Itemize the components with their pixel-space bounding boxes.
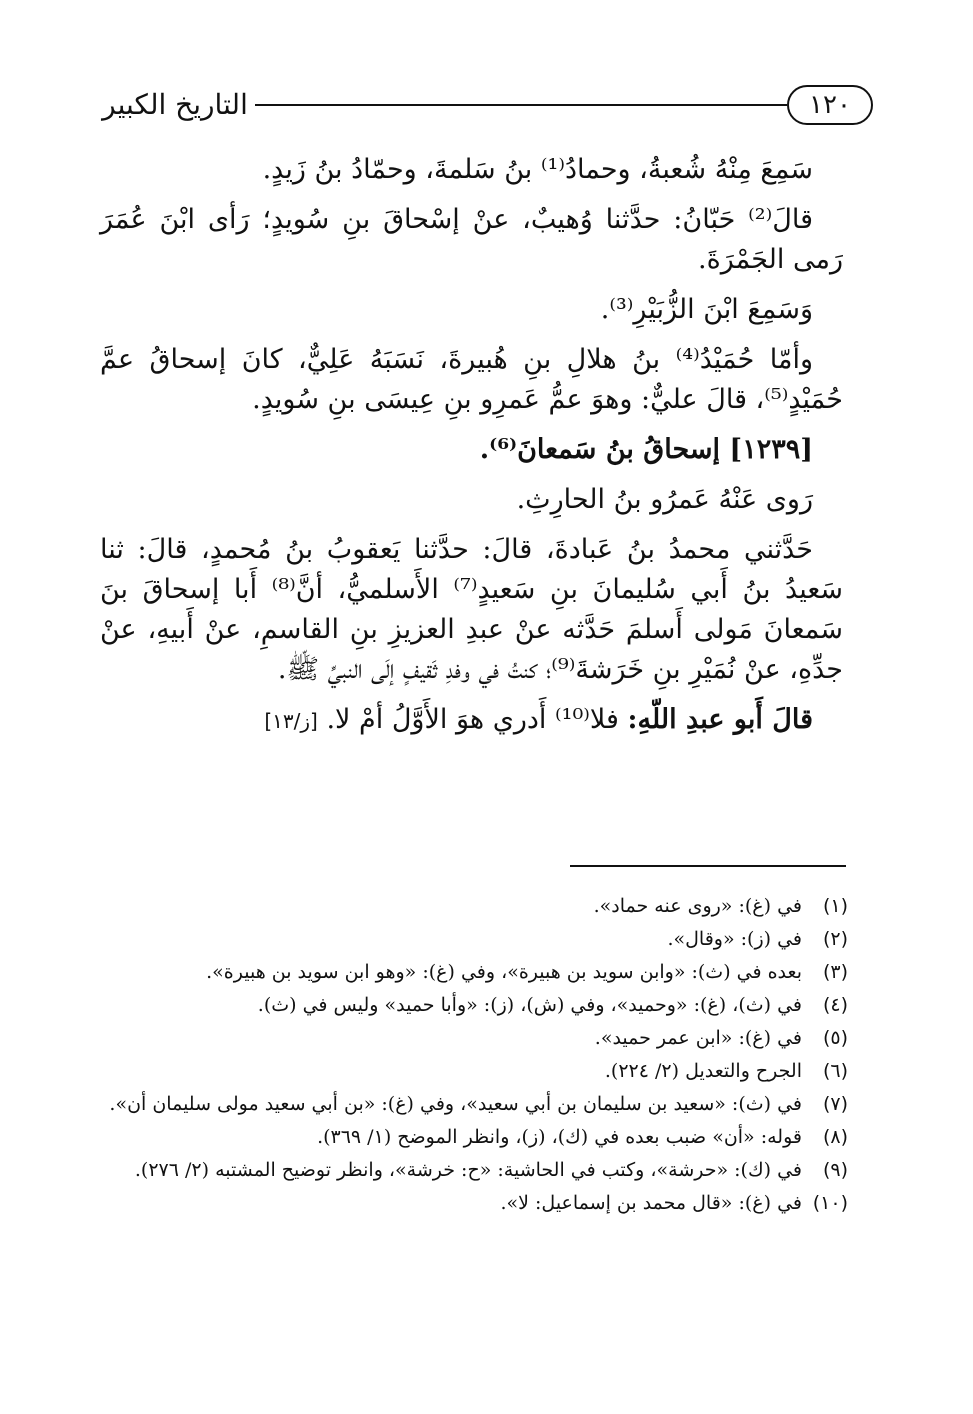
running-title: التاريخ الكبير <box>102 88 248 121</box>
footnote-number: (٩) <box>822 1159 848 1181</box>
footnote <box>100 890 848 923</box>
header-rule <box>255 104 787 106</box>
footnotes <box>100 890 848 1220</box>
paragraph: حَدَّثني محمدُ بنُ عَبادةَ، قالَ: حدَّثنا يَعقوبُ بنُ مُحمدٍ، قالَ: ثنا سَعيدُ بنُ أَبي سُليمانَ بنِ سَعيدٍ⁽⁷⁾ الأَسلميُّ، أنَّ⁽⁸⁾ أَبا إسحاقَ بنَ سَمعانَ مَولى أَسلمَ حَدَّثه عنْ عبدِ العزيزِ بنِ القاسمِ، عنْ أَبيهِ، عنْ جدِّهِ، عنْ نُمَيْرِ بنِ خَرَشةَ⁽⁹⁾؛ كنتُ في وفدِ ثَقيفٍ إلَى النبيِّ ﷺ. <box>100 534 844 685</box>
page-header <box>100 85 873 137</box>
entry-heading: [١٢٣٩] إسحاقُ بنُ سَمعانَ⁽⁶⁾. <box>479 434 813 465</box>
footnote-number: (٥) <box>822 1027 848 1049</box>
paragraph: رَوى عَنْهُ عَمرُو بنُ الحارِثِ. <box>516 484 813 515</box>
footnote-text: قوله: «أن» ضبب بعده في (ك)، (ز)، وانظر الموضح (١/ ٣٦٩). <box>317 1126 802 1148</box>
main-text <box>100 150 843 751</box>
footnote <box>100 1022 848 1055</box>
footnote-text: في (ث)، (غ): «وحميد»، وفي (ش)، (ز): «وأبا حميد» وليس في (ث). <box>257 994 802 1016</box>
footnote <box>100 1154 848 1187</box>
footnote-text: في (ك): «حرشة»، وكتب في الحاشية: «ح: خرشة»، وانظر توضيح المشتبه (٢/ ٢٧٦). <box>134 1159 802 1181</box>
footnote <box>100 1055 848 1088</box>
page-number: ١٢٠ <box>787 85 873 125</box>
footnote-text: في (ز): «وقال». <box>667 928 802 950</box>
closing-paragraph <box>100 700 843 741</box>
footnote-text: في (غ): «روى عنه حماد». <box>593 895 802 917</box>
footnote <box>100 923 848 956</box>
manuscript-reference: [ز/١٣] <box>264 709 318 733</box>
paragraph: وأمّا حُمَيْدُ⁽⁴⁾ بنُ هلالِ بنِ هُبيرةَ، نَسَبَهُ عَلِيٌّ، كانَ إسحاقُ عمَّ حُمَيْدٍ⁽⁵⁾، قالَ عليٌّ: وهوَ عمُّ عَمرِو بنِ عِيسَى بنِ سُويدٍ. <box>100 344 843 415</box>
footnote-text: في (غ): «قال محمد بن إسماعيل: لا». <box>500 1192 802 1214</box>
paragraph: وَسَمِعَ ابْنَ الزُّبَيْرِ⁽³⁾. <box>600 294 813 325</box>
footnote-text: بعده في (ث): «وابن سويد بن هبيرة»، وفي (غ): «وهو ابن سويد بن هبيرة». <box>206 961 802 983</box>
footnote-number: (٧) <box>822 1093 848 1115</box>
footnote-number: (٤) <box>822 994 848 1016</box>
paragraph: قالَ⁽²⁾ حَبّانُ: حدَّثنا وُهيبٌ، عنْ إسْحاقَ بنِ سُويدٍ؛ رَأى ابْنَ عُمَرَ رَمى الجَمْرَةَ. <box>100 204 843 275</box>
footnote-number: (٣) <box>822 961 848 983</box>
footnote-number: (٢) <box>822 928 848 950</box>
footnote <box>100 989 848 1022</box>
footnote <box>100 1187 848 1220</box>
footnote-divider <box>570 865 846 867</box>
footnote-number: (١٠) <box>812 1192 848 1214</box>
footnote-number: (٦) <box>822 1060 848 1082</box>
footnote <box>100 1121 848 1154</box>
paragraph: سَمِعَ مِنْهُ شُعبةُ، وحمادُ⁽¹⁾ بنُ سَلمةَ، وحمّادُ بنُ زَيدٍ. <box>262 154 813 185</box>
footnote <box>100 1088 848 1121</box>
footnote-number: (٨) <box>822 1126 848 1148</box>
footnote-number: (١) <box>822 895 848 917</box>
footnote-text: في (غ): «ابن عمر حميد». <box>594 1027 802 1049</box>
closing-attribution: قالَ أَبو عبدِ اللّهِ: <box>627 704 813 735</box>
footnote-text: في (ث): «سعيد بن سليمان بن أبي سعيد»، وفي (غ): «بن أبي سعيد مولى سليمان أن». <box>109 1093 802 1115</box>
footnote <box>100 956 848 989</box>
footnote-text: الجرح والتعديل (٢/ ٢٢٤). <box>604 1060 802 1082</box>
closing-text: فلا⁽¹⁰⁾ أَدري هوَ الأَوَّلُ أمْ لا. <box>326 704 628 735</box>
